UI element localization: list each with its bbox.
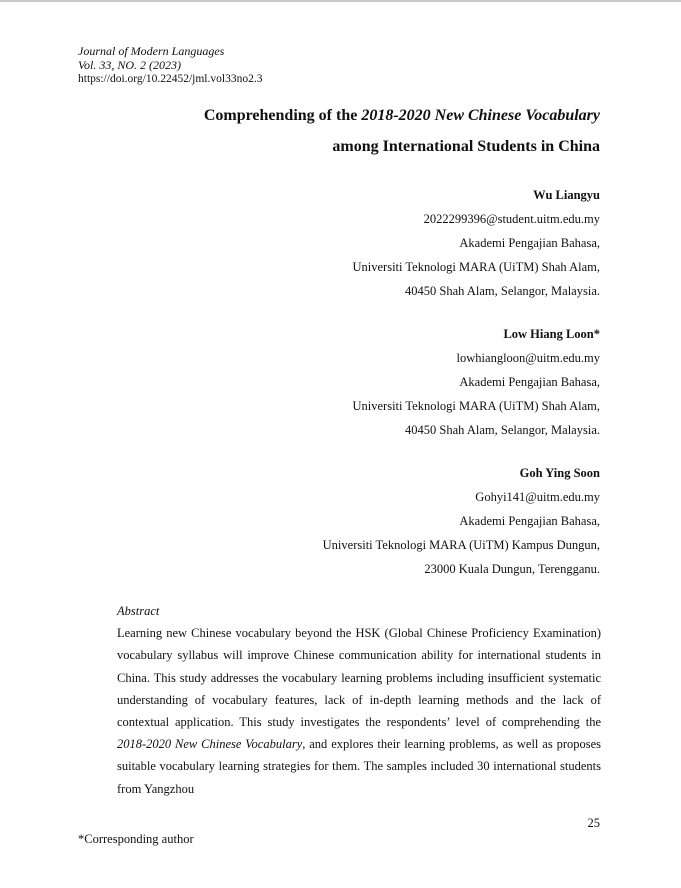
author-univ: Universiti Teknologi MARA (UiTM) Shah Alam, (352, 260, 600, 274)
page-top-border (0, 0, 681, 2)
author-address: 23000 Kuala Dungun, Terengganu. (424, 562, 600, 576)
author-email[interactable]: 2022299396@student.uitm.edu.my (423, 212, 600, 226)
author-dept: Akademi Pengajian Bahasa, (459, 375, 600, 389)
abstract-section (117, 600, 601, 800)
author-block-2 (180, 322, 600, 442)
title-italic: 2018-2020 New Chinese Vocabulary (361, 107, 600, 124)
abstract-italic: 2018-2020 New Chinese Vocabulary (117, 737, 303, 752)
abstract-heading: Abstract (117, 604, 160, 618)
abstract-text-2: , and explores their learning problems, as well as proposes suitable vocabulary learning strategies for them. The samples included 30 international students from Yangzhou (117, 737, 602, 796)
author-address: 40450 Shah Alam, Selangor, Malaysia. (405, 423, 600, 437)
author-block-1 (180, 183, 600, 303)
paper-title (80, 100, 600, 162)
abstract-text-1: Learning new Chinese vocabulary beyond the HSK (Global Chinese Proficiency Examination) vocabulary syllabus will improve Chinese communication ability for international students in China. This study addresses the vocabulary learning problems including insufficient systematic understanding of vocabulary features, lack of in-depth learning methods and the lack of contextual application. This study investigates the respondents’ level of comprehending the (117, 626, 601, 730)
page-number: 25 (587, 816, 600, 830)
author-univ: Universiti Teknologi MARA (UiTM) Shah Alam, (352, 399, 600, 413)
author-email[interactable]: Gohyi141@uitm.edu.my (475, 490, 600, 504)
journal-header (78, 44, 262, 86)
author-address: 40450 Shah Alam, Selangor, Malaysia. (405, 284, 600, 298)
title-line-1 (80, 100, 600, 131)
journal-name: Journal of Modern Languages (78, 44, 225, 58)
footnote: *Corresponding author (78, 832, 194, 846)
author-name: Goh Ying Soon (519, 466, 600, 480)
journal-volume: Vol. 33, NO. 2 (2023) (78, 58, 181, 72)
author-dept: Akademi Pengajian Bahasa, (459, 236, 600, 250)
author-email[interactable]: lowhiangloon@uitm.edu.my (456, 351, 600, 365)
author-block-3 (180, 461, 600, 581)
author-name: Wu Liangyu (533, 188, 600, 202)
author-name: Low Hiang Loon* (503, 327, 600, 341)
author-dept: Akademi Pengajian Bahasa, (459, 514, 600, 528)
author-univ: Universiti Teknologi MARA (UiTM) Kampus Dungun, (322, 538, 600, 552)
journal-doi[interactable]: https://doi.org/10.22452/jml.vol33no2.3 (78, 73, 263, 85)
title-line-2: among International Students in China (332, 138, 600, 155)
title-part1: Comprehending of the (203, 107, 362, 124)
abstract-body (117, 622, 601, 800)
